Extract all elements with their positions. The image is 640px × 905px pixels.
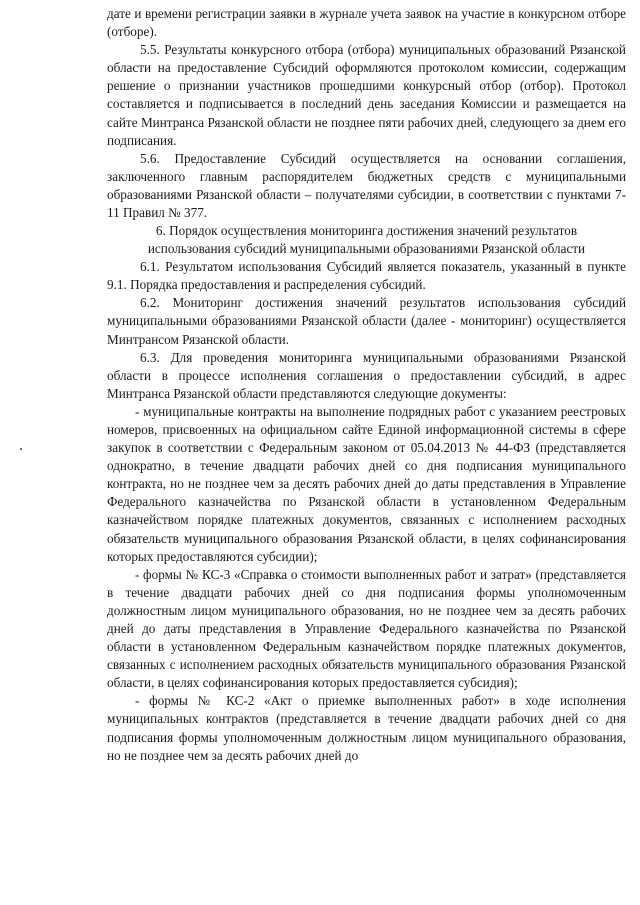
paragraph-5-6: 5.6. Предоставление Субсидий осуществляется на основании соглашения, заключенного главным распорядителем бюджетных средств с муниципальными образованиями Рязанской области – получателями субсидии, в соответствии с пунктами 7-11 Правил № 377. <box>107 150 626 221</box>
list-item-ks2: - формы № КС-2 «Акт о приемке выполненных работ» в ходе исполнения муниципальных контрактов (представляется в течение двадцати рабочих дней со дня подписания формы уполномоченным должностным лицом муниципального образования, но не позднее чем за десять рабочих дней до <box>107 693 626 763</box>
paragraph-6-3: 6.3. Для проведения мониторинга муниципальными образованиями Рязанской области в процессе исполнения соглашения о предоставлении субсидий, в адрес Минтранса Рязанской области представляются следующие документы: <box>107 349 626 401</box>
paragraph-6-1: 6.1. Результатом использования Субсидий является показатель, указанный в пункте 9.1. Порядка предоставления и распределения субсидий. <box>107 259 626 293</box>
scan-speck <box>20 448 22 450</box>
section-6-heading: 6. Порядок осуществления мониторинга достижения значений результатов использования субсидий муниципальными образованиями Рязанской области <box>147 223 586 257</box>
paragraph-6-2: 6.2. Мониторинг достижения значений результатов использования субсидий муниципальными образованиями Рязанской области (далее - мониторинг) осуществляется Минтрансом Рязанской области. <box>107 295 626 347</box>
paragraph-5-5: 5.5. Результаты конкурсного отбора (отбора) муниципальных образований Рязанской области на предоставление Субсидий оформляются протоколом комиссии, содержащим решение о признании участников прошедшими конкурсный отбор (отбор). Протокол составляется и подписывается в последний день заседания Комиссии и размещается на сайте Минтранса Рязанской области не позднее пяти рабочих дней, следующего за днем его подписания. <box>107 42 626 148</box>
document-page <box>107 5 626 765</box>
list-item-ks3: - формы № КС-3 «Справка о стоимости выполненных работ и затрат» (представляется в течение двадцати рабочих дней со дня подписания формы уполномоченным должностным лицом муниципального образования, но не позднее чем за десять рабочих дней до даты представления в Управление Федерального казначейства по Рязанской области в установленном Федеральным казначейством порядке платежных документов, связанных с исполнением расходных обязательств муниципального образования Рязанской области, в целях софинансирования которых предоставляется субсидия); <box>107 566 626 691</box>
paragraph-continuation: дате и времени регистрации заявки в журнале учета заявок на участие в конкурсном отборе (отборе). <box>107 6 626 40</box>
list-item-contracts: - муниципальные контракты на выполнение подрядных работ с указанием реестровых номеров, присвоенных на официальном сайте Единой информационной системы в сфере закупок в соответствии с Федеральным законом от 05.04.2013 № 44-ФЗ (представляется однократно, в течение двадцати рабочих дней со дня подписания муниципального контракта, но не позднее чем за десять рабочих дней до даты представления в Управление Федерального казначейства по Рязанской области в установленном Федеральным казначейством порядке платежных документов, связанных с исполнением расходных обязательств муниципального образования Рязанской области, в целях софинансирования которых предоставляются субсидии); <box>107 403 626 564</box>
